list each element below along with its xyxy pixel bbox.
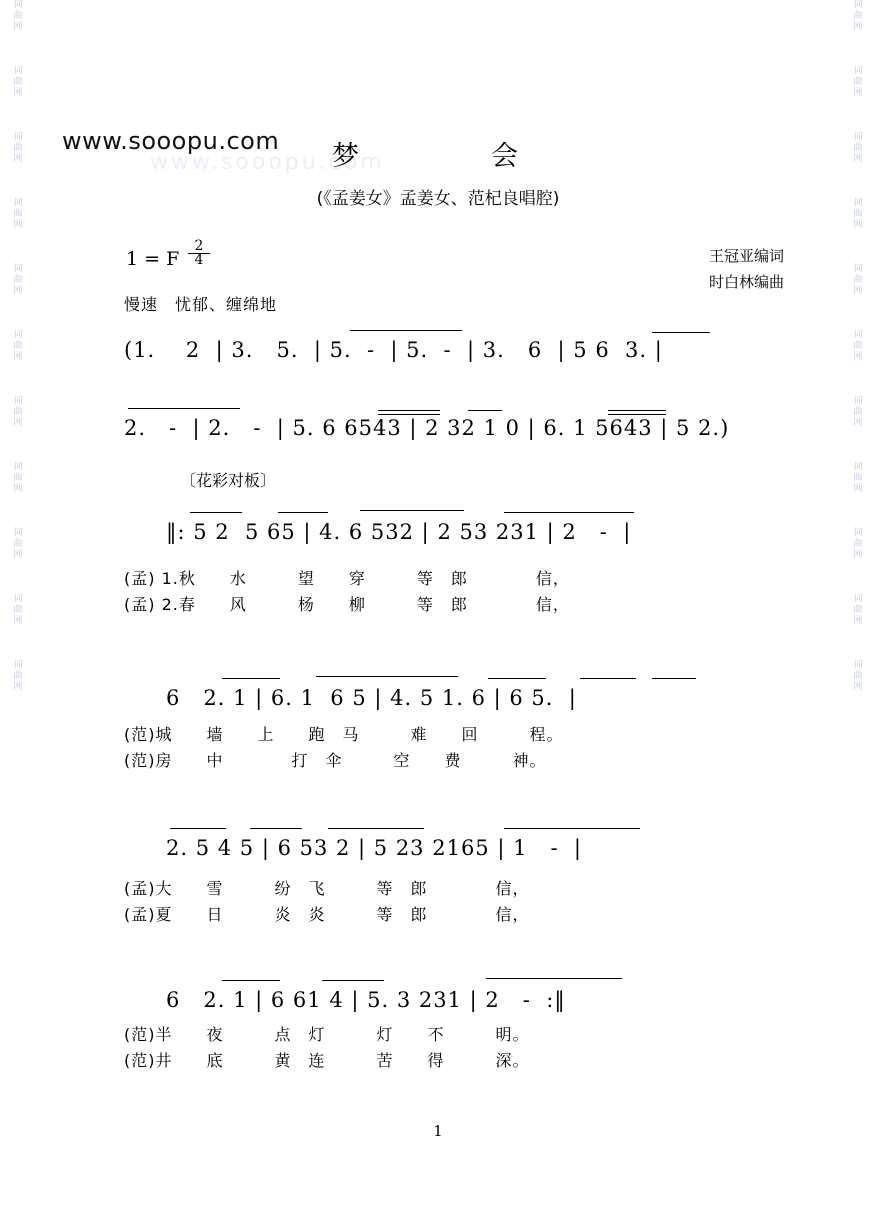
beam [504, 828, 640, 829]
beam [170, 828, 226, 829]
beam [128, 408, 240, 409]
beam [222, 980, 280, 981]
key-signature: 1 = F [126, 248, 180, 270]
verse-2-lyric-a: (范)城 墙 上 跑 马 难 回 程。 [124, 725, 564, 744]
beam [328, 828, 424, 829]
beam [486, 978, 622, 979]
beam [580, 678, 636, 679]
beam [250, 828, 302, 829]
beam [360, 510, 464, 511]
watermark-right: 词 曲 网 词 曲 网 词 曲 网 词 曲 网 词 曲 网 词 曲 网 词 曲 网 词 曲 网 词 曲 网 词 曲 网 词 曲 网 [853, 0, 863, 692]
intro-notes-line-1: (1. 2 | 3. 5. | 5. - | 5. - | 3. 6 | 5 6 3. | [124, 338, 663, 362]
page-subtitle: (《孟姜女》孟姜女、范杞良唱腔) [316, 189, 560, 209]
intro-notes-line-2: 2. - | 2. - | 5. 6 6543 | 2 32 1 0 | 6. 1 5643 | 5 2.) [124, 416, 730, 440]
verse-4-lyric-b: (范)井 底 黄 连 苦 得 深。 [124, 1051, 530, 1070]
verse-2-notes: 6 2. 1 | 6. 1 6 5 | 4. 5 1. 6 | 6 5. | [166, 686, 577, 710]
credit-lyrics: 王冠亚编词 [708, 247, 784, 265]
watermark-left: 词 曲 网 词 曲 网 词 曲 网 词 曲 网 词 曲 网 词 曲 网 词 曲 网 词 曲 网 词 曲 网 词 曲 网 词 曲 网 [13, 0, 23, 692]
beam [278, 512, 328, 513]
verse-1-lyric-a: (孟) 1.秋 水 望 穿 等 郎 信， [124, 569, 570, 588]
page-title: 梦 会 [332, 141, 544, 172]
beam [504, 512, 634, 513]
beam [488, 678, 546, 679]
watermark-center: www.sooopu.com [150, 150, 385, 175]
beam [350, 330, 462, 331]
credits [709, 243, 784, 295]
section-label: 〔花彩对板〕 [180, 471, 277, 490]
beam [652, 332, 710, 333]
beam [316, 676, 458, 677]
verse-1-notes: ‖: 5 2 5 65 | 4. 6 532 | 2 53 231 | 2 - | [166, 520, 632, 544]
beam [608, 410, 666, 411]
tempo-marking: 慢速 忧郁、缠绵地 [124, 295, 278, 314]
verse-3-lyric-b: (孟)夏 日 炎 炎 等 郎 信， [124, 905, 530, 924]
beam [468, 410, 502, 411]
beam [608, 414, 666, 415]
beam [652, 678, 696, 679]
beam [322, 980, 384, 981]
verse-3-lyric-a: (孟)大 雪 纷 飞 等 郎 信， [124, 879, 530, 898]
verse-4-notes: 6 2. 1 | 6 61 4 | 5. 3 231 | 2 - :‖ [166, 988, 566, 1012]
verse-2-lyric-b: (范)房 中 打 伞 空 费 神。 [124, 751, 547, 770]
beam [378, 414, 440, 415]
credit-music: 时白林编曲 [708, 273, 784, 291]
time-signature-numerator: 2 [194, 238, 204, 254]
verse-3-notes: 2. 5 4 5 | 6 53 2 | 5 23 2165 | 1 - | [166, 836, 583, 860]
beam [222, 678, 280, 679]
time-signature-denominator: 4 [188, 253, 210, 267]
beam [190, 512, 242, 513]
page-number: 1 [433, 1122, 443, 1140]
time-signature [188, 240, 210, 267]
verse-1-lyric-b: (孟) 2.春 风 杨 柳 等 郎 信， [124, 595, 570, 614]
beam [378, 410, 440, 411]
site-url: www.sooopu.com [62, 127, 280, 155]
verse-4-lyric-a: (范)半 夜 点 灯 灯 不 明。 [124, 1025, 530, 1044]
